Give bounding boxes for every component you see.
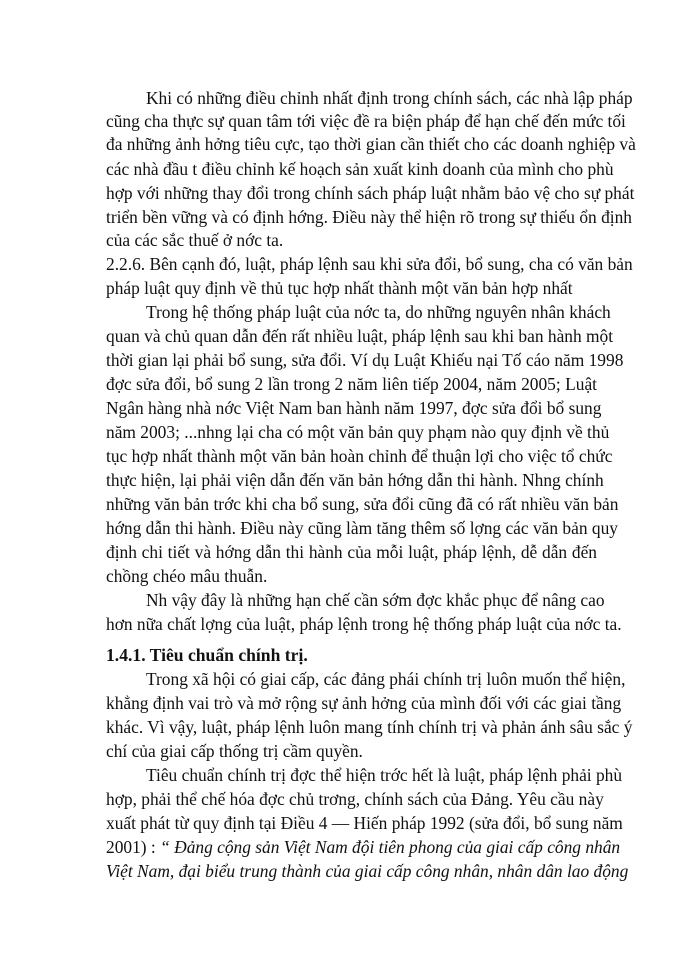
section-heading-line: pháp luật quy định về thủ tục hợp nhất thành một văn bản hợp nhất bbox=[106, 278, 573, 298]
paragraph-line: hợp, phải thể chế hóa đợc chủ trơng, chính sách của Đảng. Yêu cầu này bbox=[106, 789, 604, 809]
paragraph-line: đợc sửa đổi, bổ sung 2 lần trong 2 năm liên tiếp 2004, năm 2005; Luật bbox=[106, 374, 597, 394]
quote-text: Đảng cộng sản Việt Nam đội tiên phong của giai cấp công nhân bbox=[174, 837, 621, 857]
paragraph-line: tục hợp nhất thành một văn bản hoàn chỉnh để thuận lợi cho việc tổ chức bbox=[106, 446, 613, 466]
paragraph-line: xuất phát từ quy định tại Điều 4 — Hiến pháp 1992 (sửa đổi, bổ sung năm bbox=[106, 813, 623, 833]
paragraph-line: cũng cha thực sự quan tâm tới việc đề ra biện pháp để hạn chế đến mức tối bbox=[106, 111, 626, 131]
paragraph-line: khẳng định vai trò và mở rộng sự ảnh hởng của mình đối với các giai tầng bbox=[106, 693, 622, 713]
paragraph-line: năm 2003; ...nhng lại cha có một văn bản quy phạm nào quy định về thủ bbox=[106, 422, 610, 442]
quote-open-mark: “ bbox=[160, 837, 170, 857]
paragraph-line: thời gian lại phải bổ sung, sửa đổi. Ví dụ Luật Khiếu nại Tố cáo năm 1998 bbox=[106, 350, 624, 370]
paragraph-line: Trong hệ thống pháp luật của nớc ta, do những nguyên nhân khách bbox=[146, 302, 611, 322]
paragraph-line: chí của giai cấp thống trị cầm quyền. bbox=[106, 741, 363, 761]
paragraph-line: hợp với những thay đổi trong chính sách pháp luật nhằm bảo vệ cho sự phát bbox=[106, 183, 635, 203]
paragraph-line: đa những ảnh hởng tiêu cực, tạo thời gian cần thiết cho các doanh nghiệp và bbox=[106, 134, 636, 154]
paragraph-line: những văn bản trớc khi cha bổ sung, sửa đổi cũng đã có rất nhiều văn bản bbox=[106, 494, 619, 514]
citation-prefix: 2001) : bbox=[106, 837, 161, 857]
paragraph-line: của các sắc thuế ở nớc ta. bbox=[106, 230, 284, 250]
paragraph-line: hớng dẫn thi hành. Điều này cũng làm tăng thêm số lợng các văn bản quy bbox=[106, 518, 618, 538]
paragraph-line: triển bền vững và có định hớng. Điều này thể hiện rõ trong sự thiếu ổn định bbox=[106, 207, 632, 227]
section-heading: 1.4.1. Tiêu chuẩn chính trị. bbox=[106, 645, 308, 665]
paragraph-line: Nh vậy đây là những hạn chế cần sớm đợc khắc phục để nâng cao bbox=[146, 590, 605, 610]
paragraph-line: Trong xã hội có giai cấp, các đảng phái chính trị luôn muốn thể hiện, bbox=[146, 669, 626, 689]
paragraph-line: các nhà đầu t điều chỉnh kế hoạch sản xuất kinh doanh của mình cho phù bbox=[106, 159, 614, 179]
paragraph-line: Tiêu chuẩn chính trị đợc thể hiện trớc hết là luật, pháp lệnh phải phù bbox=[146, 765, 623, 785]
section-heading-line: 2.2.6. Bên cạnh đó, luật, pháp lệnh sau khi sửa đổi, bổ sung, cha có văn bản bbox=[106, 254, 633, 274]
paragraph-line bbox=[106, 836, 620, 858]
paragraph-line: Khi có những điều chỉnh nhất định trong chính sách, các nhà lập pháp bbox=[146, 88, 633, 108]
quote-line: Việt Nam, đại biểu trung thành của giai cấp công nhân, nhân dân lao động bbox=[106, 861, 629, 881]
paragraph-line: quan và chủ quan dẫn đến rất nhiều luật, pháp lệnh sau khi ban hành một bbox=[106, 326, 614, 346]
paragraph-line: chồng chéo mâu thuẫn. bbox=[106, 566, 268, 586]
paragraph-line: hơn nữa chất lợng của luật, pháp lệnh trong hệ thống pháp luật của nớc ta. bbox=[106, 614, 622, 634]
paragraph-line: khác. Vì vậy, luật, pháp lệnh luôn mang tính chính trị và phản ánh sâu sắc ý bbox=[106, 717, 633, 737]
paragraph-line: thực hiện, lại phải viện dẫn đến văn bản hớng dẫn thi hành. Nhng chính bbox=[106, 470, 604, 490]
paragraph-line: định chi tiết và hớng dẫn thi hành của mỗi luật, pháp lệnh, dễ dẫn đến bbox=[106, 542, 597, 562]
paragraph-line: Ngân hàng nhà nớc Việt Nam ban hành năm 1997, đợc sửa đổi bổ sung bbox=[106, 398, 602, 418]
